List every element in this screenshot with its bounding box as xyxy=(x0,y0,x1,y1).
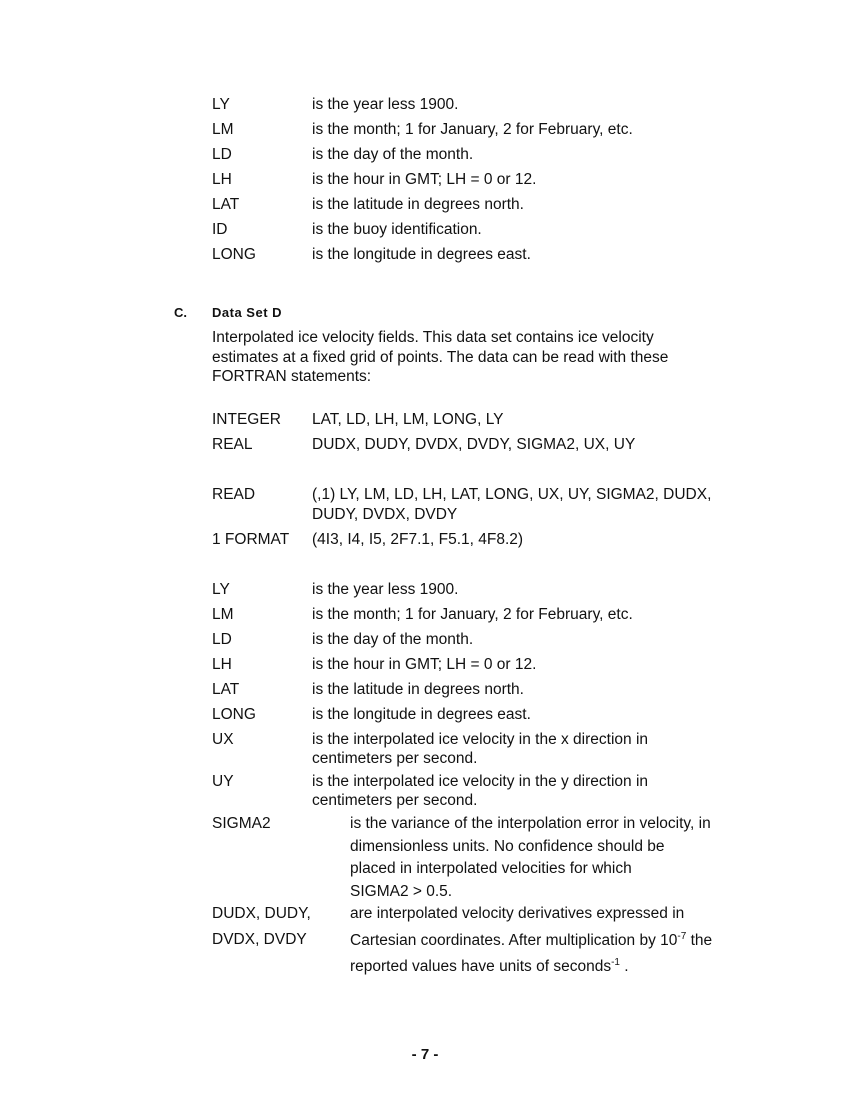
fortran-statement: (4I3, I4, I5, 2F7.1, F5.1, 4F8.2) xyxy=(312,531,524,548)
fortran-statement: (,1) LY, LM, LD, LH, LAT, LONG, UX, UY, SIGMA2, DUDX, xyxy=(312,486,712,503)
field-description: is the longitude in degrees east. xyxy=(312,246,531,263)
field-term: LH xyxy=(212,171,232,188)
fortran-statement: DUDX, DUDY, DVDX, DVDY, SIGMA2, UX, UY xyxy=(312,436,636,453)
field-term: LAT xyxy=(212,681,240,698)
field-description: is the year less 1900. xyxy=(312,581,459,598)
field-description: is the latitude in degrees north. xyxy=(312,681,524,698)
field-description: is the year less 1900. xyxy=(312,96,459,113)
field-description: is the day of the month. xyxy=(312,146,474,163)
field-description: is the variance of the interpolation error in velocity, in xyxy=(350,815,711,832)
intro-paragraph-line: FORTRAN statements: xyxy=(212,368,372,385)
field-term: UY xyxy=(212,773,234,790)
field-term: LONG xyxy=(212,706,256,723)
field-description: are interpolated velocity derivatives expressed in xyxy=(350,905,685,922)
intro-paragraph-line: Interpolated ice velocity fields. This data set contains ice velocity xyxy=(212,329,654,346)
field-term: DVDX, DVDY xyxy=(212,931,307,948)
text: reported values have units of seconds xyxy=(350,958,612,975)
field-description: centimeters per second. xyxy=(312,792,478,809)
field-description: is the month; 1 for January, 2 for February, etc. xyxy=(312,606,633,623)
field-term: LAT xyxy=(212,196,240,213)
field-description: placed in interpolated velocities for which xyxy=(350,860,632,877)
field-term: SIGMA2 xyxy=(212,815,271,832)
text: Cartesian coordinates. After multiplication by 10 xyxy=(350,932,678,949)
text: the xyxy=(686,932,713,949)
fortran-statement: LAT, LD, LH, LM, LONG, LY xyxy=(312,411,504,428)
field-description: is the day of the month. xyxy=(312,631,474,648)
intro-paragraph-line: estimates at a fixed grid of points. The data can be read with these xyxy=(212,348,669,366)
field-term: LD xyxy=(212,631,232,648)
field-term: LD xyxy=(212,146,232,163)
text: . xyxy=(619,958,629,975)
field-term: ID xyxy=(212,221,228,238)
field-description: is the hour in GMT; LH = 0 or 12. xyxy=(312,171,537,188)
field-description: is the interpolated ice velocity in the y direction in xyxy=(312,773,649,790)
field-description: is the latitude in degrees north. xyxy=(312,196,524,213)
section-number: C. xyxy=(174,305,187,320)
field-description: dimensionless units. No confidence should be xyxy=(350,837,665,855)
field-description: centimeters per second. xyxy=(312,750,478,767)
page-number: - 7 - xyxy=(411,1046,439,1063)
field-description: is the hour in GMT; LH = 0 or 12. xyxy=(312,656,537,673)
field-term: UX xyxy=(212,731,234,748)
field-description xyxy=(350,931,712,950)
field-term: LONG xyxy=(212,246,256,263)
field-term: LH xyxy=(212,656,232,673)
field-description: is the buoy identification. xyxy=(312,221,482,238)
section-title: Data Set D xyxy=(212,305,283,320)
fortran-keyword: INTEGER xyxy=(212,411,281,428)
field-description: is the month; 1 for January, 2 for February, etc. xyxy=(312,121,633,138)
fortran-keyword: READ xyxy=(212,486,256,503)
field-term: LY xyxy=(212,96,230,113)
fortran-keyword: REAL xyxy=(212,436,253,453)
field-description: SIGMA2 > 0.5. xyxy=(350,882,453,900)
fortran-statement: DUDY, DVDX, DVDY xyxy=(312,505,458,523)
field-term: DUDX, DUDY, xyxy=(212,905,311,922)
field-term: LM xyxy=(212,121,234,138)
field-term: LY xyxy=(212,581,230,598)
field-description: is the interpolated ice velocity in the x direction in xyxy=(312,731,649,748)
field-description: is the longitude in degrees east. xyxy=(312,706,531,723)
exponent: -1 xyxy=(611,957,620,968)
field-description xyxy=(350,957,629,976)
exponent: -7 xyxy=(677,931,687,942)
field-term: LM xyxy=(212,606,234,623)
fortran-keyword: 1 FORMAT xyxy=(212,531,290,548)
